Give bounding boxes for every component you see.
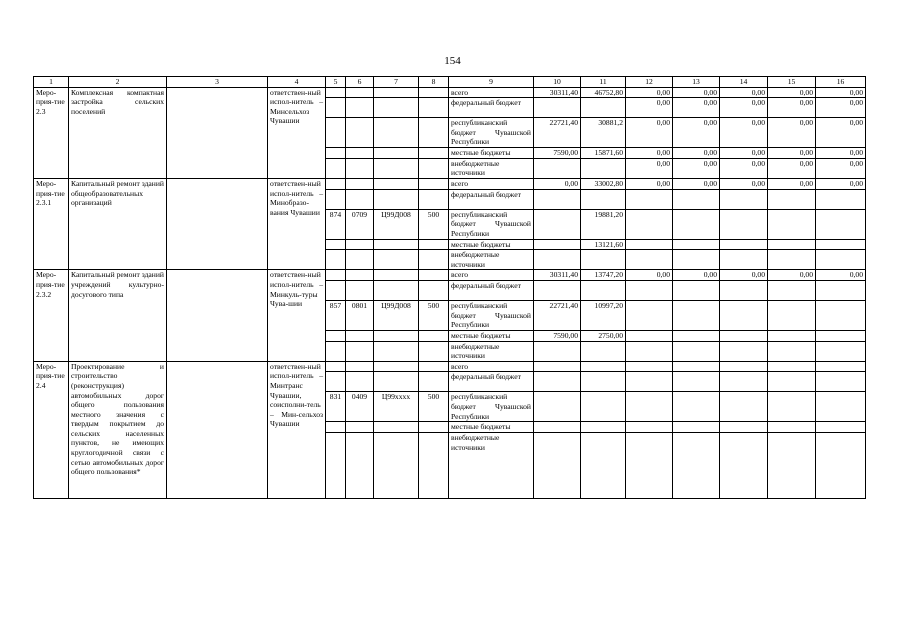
amount-v14	[720, 300, 768, 330]
grbs-code	[326, 341, 346, 361]
csr-code	[374, 239, 419, 250]
amount-v13	[673, 300, 720, 330]
amount-v12: 0,00	[626, 148, 673, 159]
funding-source: всего	[449, 270, 534, 281]
grbs-code	[326, 148, 346, 159]
amount-v16	[816, 432, 866, 498]
amount-v13	[673, 209, 720, 239]
funding-source: внебюджетные источники	[449, 250, 534, 270]
amount-v15	[768, 300, 816, 330]
amount-v11	[581, 422, 626, 433]
empty-cell	[167, 270, 268, 361]
column-number-row	[34, 77, 866, 88]
vr-code: 500	[419, 209, 449, 239]
amount-v13	[673, 330, 720, 341]
vr-code	[419, 372, 449, 392]
column-header: 11	[581, 77, 626, 88]
amount-v13	[673, 280, 720, 300]
funding-source: всего	[449, 178, 534, 189]
vr-code	[419, 330, 449, 341]
vr-code	[419, 239, 449, 250]
amount-v12: 0,00	[626, 158, 673, 178]
funding-source: местные бюджеты	[449, 330, 534, 341]
rzpr-code	[346, 270, 374, 281]
amount-v14	[720, 392, 768, 422]
amount-v15	[768, 392, 816, 422]
amount-v13	[673, 250, 720, 270]
grbs-code	[326, 98, 346, 118]
amount-v11: 10997,20	[581, 300, 626, 330]
amount-v12	[626, 422, 673, 433]
amount-v11	[581, 158, 626, 178]
column-header: 14	[720, 77, 768, 88]
amount-v10: 22721,40	[534, 300, 581, 330]
vr-code	[419, 87, 449, 98]
grbs-code	[326, 239, 346, 250]
csr-code: Ц99хххх	[374, 392, 419, 422]
amount-v15	[768, 432, 816, 498]
amount-v15	[768, 372, 816, 392]
column-header: 4	[268, 77, 326, 88]
event-title: Комплексная компактная застройка сельских поселений	[69, 87, 167, 178]
amount-v15: 0,00	[768, 158, 816, 178]
amount-v12	[626, 250, 673, 270]
grbs-code	[326, 158, 346, 178]
rzpr-code	[346, 158, 374, 178]
amount-v16	[816, 330, 866, 341]
amount-v16	[816, 392, 866, 422]
table-row	[34, 87, 866, 98]
grbs-code: 831	[326, 392, 346, 422]
amount-v16: 0,00	[816, 87, 866, 98]
funding-source: республиканский бюджет Чувашской Республики	[449, 209, 534, 239]
amount-v15: 0,00	[768, 98, 816, 118]
funding-source: всего	[449, 361, 534, 372]
event-id: Меро-прия-тие 2.3	[34, 87, 69, 178]
amount-v14	[720, 280, 768, 300]
amount-v13	[673, 432, 720, 498]
csr-code	[374, 118, 419, 148]
amount-v10: 0,00	[534, 178, 581, 189]
vr-code	[419, 118, 449, 148]
amount-v11: 33002,80	[581, 178, 626, 189]
event-executor: ответствен-ный испол-нитель – Минобразо-вания Чувашии	[268, 178, 326, 269]
funding-source: местные бюджеты	[449, 148, 534, 159]
amount-v14	[720, 422, 768, 433]
amount-v15	[768, 422, 816, 433]
csr-code: Ц99Д008	[374, 300, 419, 330]
amount-v12	[626, 189, 673, 209]
csr-code	[374, 270, 419, 281]
event-title: Капитальный ремонт зданий учреждений культурно-досугового типа	[69, 270, 167, 361]
grbs-code	[326, 87, 346, 98]
amount-v16	[816, 250, 866, 270]
grbs-code	[326, 270, 346, 281]
column-header: 1	[34, 77, 69, 88]
table-row	[34, 178, 866, 189]
vr-code	[419, 98, 449, 118]
rzpr-code: 0801	[346, 300, 374, 330]
csr-code	[374, 361, 419, 372]
rzpr-code	[346, 361, 374, 372]
amount-v16	[816, 361, 866, 372]
amount-v13: 0,00	[673, 118, 720, 148]
rzpr-code	[346, 87, 374, 98]
amount-v15: 0,00	[768, 118, 816, 148]
amount-v13	[673, 422, 720, 433]
amount-v14: 0,00	[720, 178, 768, 189]
grbs-code	[326, 250, 346, 270]
amount-v11	[581, 372, 626, 392]
amount-v12	[626, 341, 673, 361]
amount-v11	[581, 250, 626, 270]
event-id: Меро-прия-тие 2.4	[34, 361, 69, 498]
amount-v16	[816, 280, 866, 300]
funding-source: местные бюджеты	[449, 239, 534, 250]
event-executor: ответствен-ный испол-нитель – Минкуль-туры Чува-шии	[268, 270, 326, 361]
amount-v10	[534, 432, 581, 498]
grbs-code	[326, 330, 346, 341]
event-executor: ответствен-ный испол-нитель – Минтранс Чувашии, соисполни-тель – Мин-сельхоз Чувашии	[268, 361, 326, 498]
funding-source: всего	[449, 87, 534, 98]
amount-v14	[720, 372, 768, 392]
amount-v12	[626, 330, 673, 341]
rzpr-code	[346, 432, 374, 498]
amount-v11: 19881,20	[581, 209, 626, 239]
amount-v10	[534, 341, 581, 361]
amount-v13: 0,00	[673, 270, 720, 281]
vr-code	[419, 361, 449, 372]
amount-v14	[720, 341, 768, 361]
rzpr-code	[346, 98, 374, 118]
amount-v16: 0,00	[816, 158, 866, 178]
amount-v12: 0,00	[626, 87, 673, 98]
amount-v11	[581, 341, 626, 361]
amount-v10	[534, 372, 581, 392]
empty-cell	[167, 178, 268, 269]
amount-v12	[626, 432, 673, 498]
budget-table	[33, 76, 866, 499]
amount-v13	[673, 392, 720, 422]
vr-code	[419, 341, 449, 361]
amount-v15: 0,00	[768, 148, 816, 159]
amount-v16: 0,00	[816, 98, 866, 118]
amount-v16	[816, 209, 866, 239]
event-executor: ответствен-ный испол-нитель – Минсельхоз Чувашии	[268, 87, 326, 178]
amount-v11: 15871,60	[581, 148, 626, 159]
amount-v13	[673, 372, 720, 392]
column-header: 9	[449, 77, 534, 88]
page-number: 154	[444, 55, 461, 67]
amount-v10	[534, 189, 581, 209]
rzpr-code	[346, 178, 374, 189]
csr-code	[374, 372, 419, 392]
amount-v14: 0,00	[720, 98, 768, 118]
vr-code	[419, 189, 449, 209]
rzpr-code	[346, 372, 374, 392]
amount-v11	[581, 189, 626, 209]
amount-v10	[534, 209, 581, 239]
amount-v16	[816, 300, 866, 330]
csr-code	[374, 280, 419, 300]
amount-v11	[581, 361, 626, 372]
amount-v12	[626, 300, 673, 330]
grbs-code	[326, 372, 346, 392]
vr-code	[419, 422, 449, 433]
table-row	[34, 361, 866, 372]
amount-v15: 0,00	[768, 178, 816, 189]
amount-v11: 2750,00	[581, 330, 626, 341]
amount-v15: 0,00	[768, 270, 816, 281]
grbs-code	[326, 361, 346, 372]
amount-v14: 0,00	[720, 270, 768, 281]
rzpr-code	[346, 422, 374, 433]
column-header: 6	[346, 77, 374, 88]
funding-source: внебюджетные источники	[449, 341, 534, 361]
amount-v14	[720, 330, 768, 341]
amount-v11	[581, 98, 626, 118]
funding-source: федеральный бюджет	[449, 98, 534, 118]
amount-v11	[581, 432, 626, 498]
amount-v11: 30881,2	[581, 118, 626, 148]
amount-v13	[673, 189, 720, 209]
table-row	[34, 270, 866, 281]
column-header: 7	[374, 77, 419, 88]
funding-source: республиканский бюджет Чувашской Республики	[449, 300, 534, 330]
column-header: 5	[326, 77, 346, 88]
amount-v16	[816, 422, 866, 433]
funding-source: республиканский бюджет Чувашской Республики	[449, 118, 534, 148]
amount-v13: 0,00	[673, 178, 720, 189]
vr-code: 500	[419, 300, 449, 330]
column-header: 13	[673, 77, 720, 88]
rzpr-code: 0709	[346, 209, 374, 239]
csr-code	[374, 148, 419, 159]
amount-v14: 0,00	[720, 87, 768, 98]
funding-source: федеральный бюджет	[449, 280, 534, 300]
grbs-code	[326, 280, 346, 300]
amount-v10: 30311,40	[534, 270, 581, 281]
vr-code	[419, 148, 449, 159]
amount-v12	[626, 280, 673, 300]
rzpr-code	[346, 341, 374, 361]
vr-code: 500	[419, 392, 449, 422]
amount-v15	[768, 330, 816, 341]
amount-v16	[816, 239, 866, 250]
amount-v15: 0,00	[768, 87, 816, 98]
amount-v13: 0,00	[673, 87, 720, 98]
column-header: 8	[419, 77, 449, 88]
amount-v15	[768, 209, 816, 239]
event-title: Капитальный ремонт зданий общеобразовательных организаций	[69, 178, 167, 269]
column-header: 3	[167, 77, 268, 88]
empty-cell	[167, 87, 268, 178]
amount-v14: 0,00	[720, 118, 768, 148]
amount-v16: 0,00	[816, 270, 866, 281]
amount-v14	[720, 189, 768, 209]
amount-v12: 0,00	[626, 98, 673, 118]
funding-source: местные бюджеты	[449, 422, 534, 433]
csr-code	[374, 422, 419, 433]
csr-code	[374, 341, 419, 361]
amount-v16: 0,00	[816, 118, 866, 148]
amount-v13: 0,00	[673, 158, 720, 178]
amount-v15	[768, 239, 816, 250]
csr-code	[374, 98, 419, 118]
amount-v15	[768, 341, 816, 361]
amount-v13	[673, 361, 720, 372]
amount-v10: 22721,40	[534, 118, 581, 148]
rzpr-code	[346, 189, 374, 209]
amount-v15	[768, 361, 816, 372]
grbs-code	[326, 432, 346, 498]
amount-v12	[626, 361, 673, 372]
amount-v10: 30311,40	[534, 87, 581, 98]
rzpr-code	[346, 330, 374, 341]
amount-v14	[720, 239, 768, 250]
amount-v11: 13121,60	[581, 239, 626, 250]
amount-v14	[720, 209, 768, 239]
csr-code	[374, 330, 419, 341]
column-header: 10	[534, 77, 581, 88]
vr-code	[419, 158, 449, 178]
rzpr-code	[346, 239, 374, 250]
csr-code	[374, 250, 419, 270]
amount-v13: 0,00	[673, 148, 720, 159]
csr-code	[374, 432, 419, 498]
amount-v13	[673, 239, 720, 250]
amount-v16: 0,00	[816, 178, 866, 189]
rzpr-code	[346, 250, 374, 270]
amount-v11: 13747,20	[581, 270, 626, 281]
amount-v14: 0,00	[720, 158, 768, 178]
amount-v16	[816, 189, 866, 209]
amount-v14	[720, 250, 768, 270]
grbs-code: 857	[326, 300, 346, 330]
empty-cell	[167, 361, 268, 498]
event-id: Меро-прия-тие 2.3.2	[34, 270, 69, 361]
grbs-code	[326, 178, 346, 189]
amount-v15	[768, 189, 816, 209]
amount-v12	[626, 239, 673, 250]
csr-code	[374, 87, 419, 98]
vr-code	[419, 280, 449, 300]
amount-v10: 7590,00	[534, 330, 581, 341]
amount-v12: 0,00	[626, 178, 673, 189]
amount-v12: 0,00	[626, 118, 673, 148]
csr-code: Ц99Д008	[374, 209, 419, 239]
grbs-code	[326, 118, 346, 148]
amount-v15	[768, 250, 816, 270]
event-title: Проектирование и строительство (реконструкция) автомобильных дорог общего пользования местного значения с твердым покрытием до сельских населенных пунктов, не имеющих круглогодичной связи с сетью автомобильных дорог общего пользования*	[69, 361, 167, 498]
grbs-code	[326, 422, 346, 433]
column-header: 15	[768, 77, 816, 88]
amount-v13	[673, 341, 720, 361]
csr-code	[374, 178, 419, 189]
grbs-code	[326, 189, 346, 209]
amount-v10	[534, 239, 581, 250]
amount-v11	[581, 392, 626, 422]
amount-v14: 0,00	[720, 148, 768, 159]
funding-source: внебюджетные источники	[449, 158, 534, 178]
amount-v13: 0,00	[673, 98, 720, 118]
event-id: Меро-прия-тие 2.3.1	[34, 178, 69, 269]
amount-v16	[816, 341, 866, 361]
vr-code	[419, 432, 449, 498]
amount-v11	[581, 280, 626, 300]
rzpr-code	[346, 148, 374, 159]
rzpr-code: 0409	[346, 392, 374, 422]
amount-v11: 46752,80	[581, 87, 626, 98]
amount-v10	[534, 392, 581, 422]
amount-v16	[816, 372, 866, 392]
amount-v12	[626, 372, 673, 392]
amount-v15	[768, 280, 816, 300]
amount-v10: 7590,00	[534, 148, 581, 159]
amount-v10	[534, 280, 581, 300]
amount-v12: 0,00	[626, 270, 673, 281]
vr-code	[419, 250, 449, 270]
column-header: 12	[626, 77, 673, 88]
column-header: 2	[69, 77, 167, 88]
amount-v12	[626, 392, 673, 422]
amount-v12	[626, 209, 673, 239]
funding-source: республиканский бюджет Чувашской Республики	[449, 392, 534, 422]
csr-code	[374, 189, 419, 209]
vr-code	[419, 178, 449, 189]
rzpr-code	[346, 280, 374, 300]
amount-v14	[720, 432, 768, 498]
funding-source: федеральный бюджет	[449, 189, 534, 209]
column-header: 16	[816, 77, 866, 88]
rzpr-code	[346, 118, 374, 148]
amount-v10	[534, 250, 581, 270]
amount-v10	[534, 158, 581, 178]
amount-v16: 0,00	[816, 148, 866, 159]
funding-source: внебюджетные источники	[449, 432, 534, 498]
amount-v10	[534, 361, 581, 372]
grbs-code: 874	[326, 209, 346, 239]
amount-v10	[534, 422, 581, 433]
csr-code	[374, 158, 419, 178]
amount-v10	[534, 98, 581, 118]
funding-source: федеральный бюджет	[449, 372, 534, 392]
amount-v14	[720, 361, 768, 372]
vr-code	[419, 270, 449, 281]
